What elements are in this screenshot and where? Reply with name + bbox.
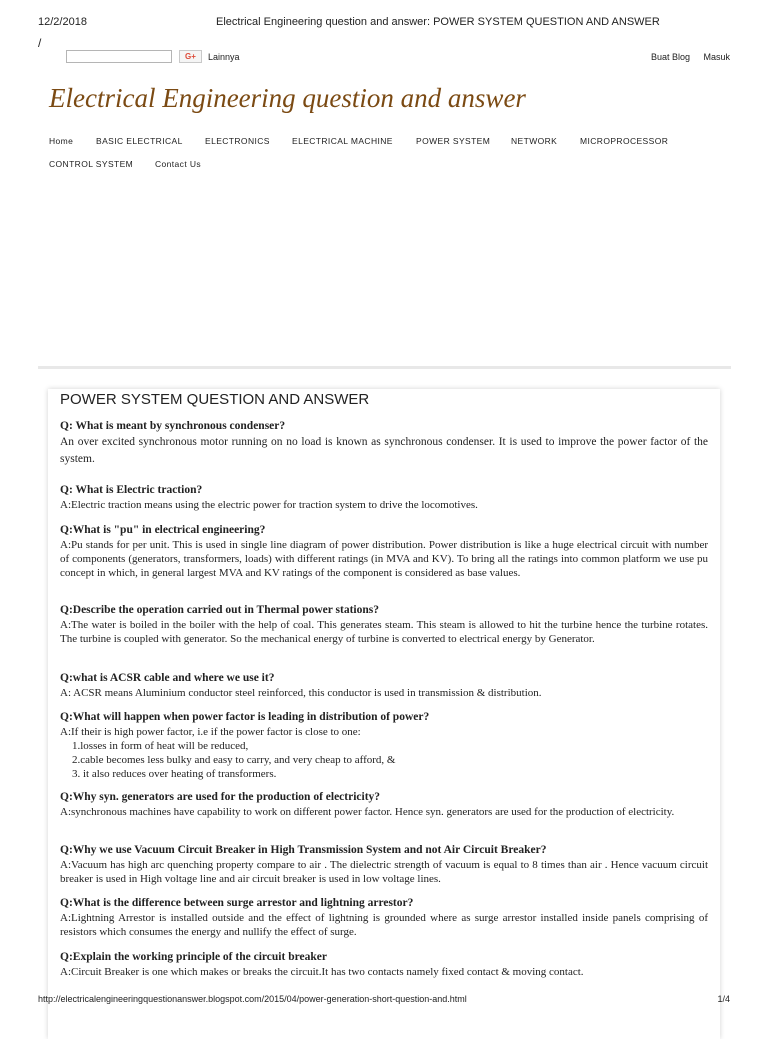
page-number: 1/4 [717, 994, 730, 1004]
list-item: 1.losses in form of heat will be reduced, [72, 740, 249, 752]
answer: A:Electric traction means using the electric power for traction system to drive the locomotives. [60, 499, 478, 511]
print-slash: / [38, 36, 42, 50]
answer: A:If their is high power factor, i.e if the power factor is close to one: [60, 726, 361, 738]
qa-item [60, 671, 708, 700]
answer: A:The water is boiled in the boiler with the help of coal. This generates steam. This steam is allowed to hit the turbine hence the turbine rotates. The turbine is coupled with generator. So the mechanical energy of turbine is converted to electrical energy by Generator. [60, 619, 708, 645]
menu-item-network[interactable]: NETWORK [511, 136, 558, 146]
question: Q:What is "pu" in electrical engineering? [60, 524, 266, 536]
menu-item-home[interactable]: Home [49, 136, 74, 146]
question: Q:Describe the operation carried out in Thermal power stations? [60, 604, 379, 616]
qa-item [60, 483, 708, 512]
question: Q:Why syn. generators are used for the production of electricity? [60, 791, 381, 803]
answer: A:Vacuum has high arc quenching property compare to air . The dielectric strength of vacuum is equal to 8 times than air . Hence vacuum circuit breaker is used in High voltage line and air circuit breaker is used in low voltage lines. [60, 859, 708, 885]
divider [38, 366, 731, 369]
more-link[interactable]: Lainnya [208, 52, 240, 62]
google-plus-button[interactable]: G+ [179, 50, 202, 63]
sign-in-link[interactable]: Masuk [703, 52, 730, 62]
question: Q: What is meant by synchronous condenser? [60, 420, 286, 432]
list-item: 2.cable becomes less bulky and easy to carry, and very cheap to afford, & [72, 754, 396, 766]
menu-item-microprocessor[interactable]: MICROPROCESSOR [580, 136, 669, 146]
qa-item [60, 523, 708, 580]
qa-item [60, 843, 708, 886]
question: Q:Why we use Vacuum Circuit Breaker in High Transmission System and not Air Circuit Breaker? [60, 844, 547, 856]
qa-item [60, 710, 708, 781]
answer: A:Circuit Breaker is one which makes or breaks the circuit.It has two contacts namely fixed contact & moving contact. [60, 966, 584, 978]
print-date: 12/2/2018 [38, 16, 87, 28]
question: Q:What is the difference between surge arrestor and lightning arrestor? [60, 897, 414, 909]
post-title[interactable]: POWER SYSTEM QUESTION AND ANSWER [60, 391, 370, 408]
menu-item-control-system[interactable]: CONTROL SYSTEM [49, 159, 134, 169]
question: Q: What is Electric traction? [60, 484, 203, 496]
qa-item [60, 419, 708, 468]
answer: A: ACSR means Aluminium conductor steel reinforced, this conductor is used in transmission & distribution. [60, 687, 542, 699]
qa-item [60, 950, 708, 979]
search-input[interactable] [66, 50, 172, 63]
print-page-title: Electrical Engineering question and answer: POWER SYSTEM QUESTION AND ANSWER [216, 16, 660, 28]
menu-item-basic-electrical[interactable]: BASIC ELECTRICAL [96, 136, 183, 146]
question: Q:Explain the working principle of the circuit breaker [60, 951, 327, 963]
qa-item [60, 896, 708, 939]
answer: A:Pu stands for per unit. This is used in single line diagram of power distribution. Power distribution is like a huge electrical circuit with number of components (generators, transformers, loads) with different ratings (in MVA and KV). To bring all the ratings into common platform we use pu concept in which, in general largest MVA and KV ratings of the component is considered as base values. [60, 539, 708, 579]
menu-item-power-system[interactable]: POWER SYSTEM [416, 136, 491, 146]
list-item: 3. it also reduces over heating of transformers. [72, 768, 277, 780]
post-card [48, 389, 720, 1039]
qa-item [60, 790, 708, 819]
qa-item [60, 603, 708, 646]
print-url: http://electricalengineeringquestionanswer.blogspot.com/2015/04/power-generation-short-question-and.html [38, 994, 467, 1004]
create-blog-link[interactable]: Buat Blog [650, 52, 690, 62]
menu-item-electrical-machine[interactable]: ELECTRICAL MACHINE [292, 136, 393, 146]
answer: A:Lightning Arrestor is installed outside and the effect of lightning is grounded where as surge arrestor installed inside panels comprising of resistors which consumes the energy and nullify the effect of surge. [60, 912, 708, 938]
question: Q:what is ACSR cable and where we use it? [60, 672, 275, 684]
blog-title[interactable]: Electrical Engineering question and answer [49, 83, 526, 113]
menu-item-electronics[interactable]: ELECTRONICS [205, 136, 270, 146]
menu-item-contact-us[interactable]: Contact Us [155, 159, 202, 169]
answer: An over excited synchronous motor running on no load is known as synchronous condenser. It is used to improve the power factor of the system. [60, 436, 708, 465]
answer: A:synchronous machines have capability to work on different power factor. Hence syn. generators are used for the production of electricity. [60, 806, 675, 818]
question: Q:What will happen when power factor is leading in distribution of power? [60, 711, 430, 723]
blogger-navbar [66, 50, 730, 66]
